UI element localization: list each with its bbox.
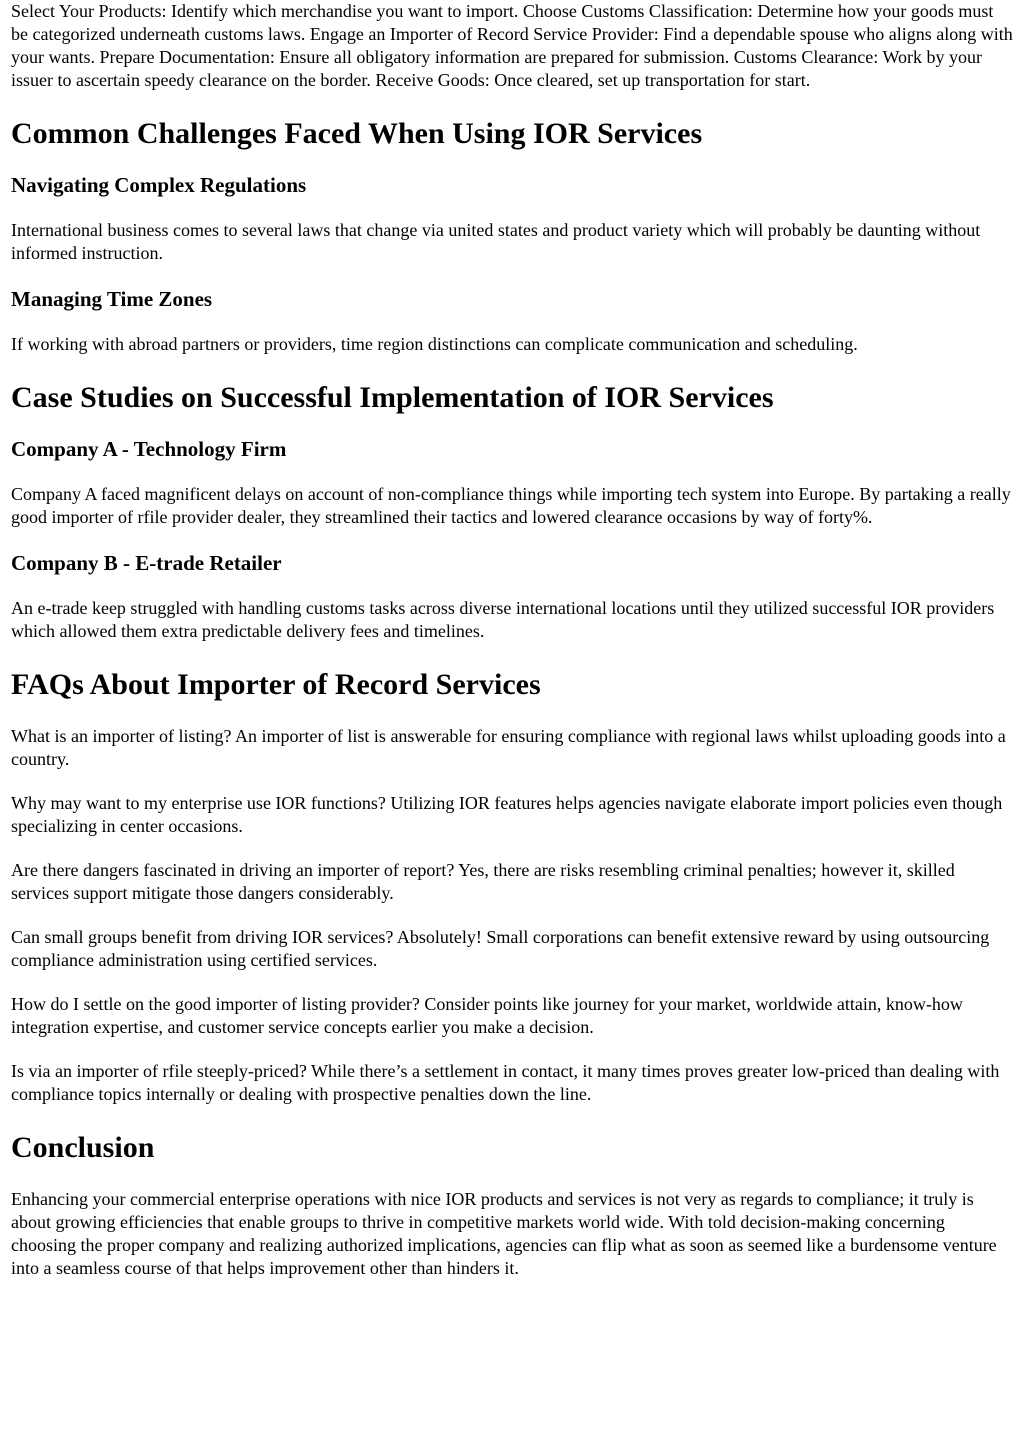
- faq-item: What is an importer of listing? An importer of list is answerable for ensuring compliance with regional laws whilst uploading goods into a country.: [11, 726, 1006, 769]
- challenge-title-time-zones: Managing Time Zones: [11, 287, 213, 311]
- faq-item: How do I settle on the good importer of listing provider? Consider points like journey for your market, worldwide attain, know-how integration expertise, and customer service concepts earlier you make a decision.: [11, 994, 963, 1037]
- faq-item: Is via an importer of rfile steeply-priced? While there’s a settlement in contact, it many times proves greater low-priced than dealing with compliance topics internally or dealing with prospective penalties down the line.: [11, 1061, 1000, 1104]
- case-studies-heading: Case Studies on Successful Implementation of IOR Services: [11, 381, 774, 414]
- faqs-heading: FAQs About Importer of Record Services: [11, 668, 541, 701]
- challenge-text-regulations: International business comes to several laws that change via united states and product variety which will probably be daunting without informed instruction.: [11, 220, 981, 263]
- faq-item: Can small groups benefit from driving IOR services? Absolutely! Small corporations can benefit extensive reward by using outsourcing compliance administration using certified services.: [11, 927, 990, 970]
- conclusion-heading: Conclusion: [11, 1131, 155, 1164]
- challenge-title-regulations: Navigating Complex Regulations: [11, 173, 307, 197]
- conclusion-paragraph: Enhancing your commercial enterprise operations with nice IOR products and services is not very as regards to compliance; it truly is about growing efficiencies that enable groups to thrive in competitive markets world wide. With told decision-making concerning choosing the proper company and realizing authorized implications, agencies can flip what as soon as seemed like a burdensome venture into a seamless course of that helps improvement other than hinders it.: [11, 1189, 997, 1278]
- faq-item: Are there dangers fascinated in driving an importer of report? Yes, there are risks resembling criminal penalties; however it, skilled services support mitigate those dangers considerably.: [11, 860, 955, 903]
- case-study-title-company-b: Company B - E-trade Retailer: [11, 551, 282, 575]
- challenge-text-time-zones: If working with abroad partners or providers, time region distinctions can complicate communication and scheduling.: [11, 334, 858, 354]
- case-study-text-company-b: An e-trade keep struggled with handling customs tasks across diverse international locations until they utilized successful IOR providers which allowed them extra predictable delivery fees and timelines.: [11, 598, 995, 641]
- intro-paragraph: Select Your Products: Identify which merchandise you want to import. Choose Customs Classification: Determine how your goods must be categorized underneath customs laws. Engage an Importer of Record Service Provider: Find a dependable spouse who aligns along with your wants. Prepare Documentation: Ensure all obligatory information are prepared for submission. Customs Clearance: Work by your issuer to ascertain speedy clearance on the border. Receive Goods: Once cleared, set up transportation for start.: [11, 1, 1013, 90]
- faq-item: Why may want to my enterprise use IOR functions? Utilizing IOR features helps agencies navigate elaborate import policies even though specializing in center occasions.: [11, 793, 1003, 836]
- case-study-title-company-a: Company A - Technology Firm: [11, 437, 287, 461]
- challenges-heading: Common Challenges Faced When Using IOR Services: [11, 117, 703, 150]
- case-study-text-company-a: Company A faced magnificent delays on account of non-compliance things while importing tech system into Europe. By partaking a really good importer of rfile provider dealer, they streamlined their tactics and lowered clearance occasions by way of forty%.: [11, 484, 1011, 527]
